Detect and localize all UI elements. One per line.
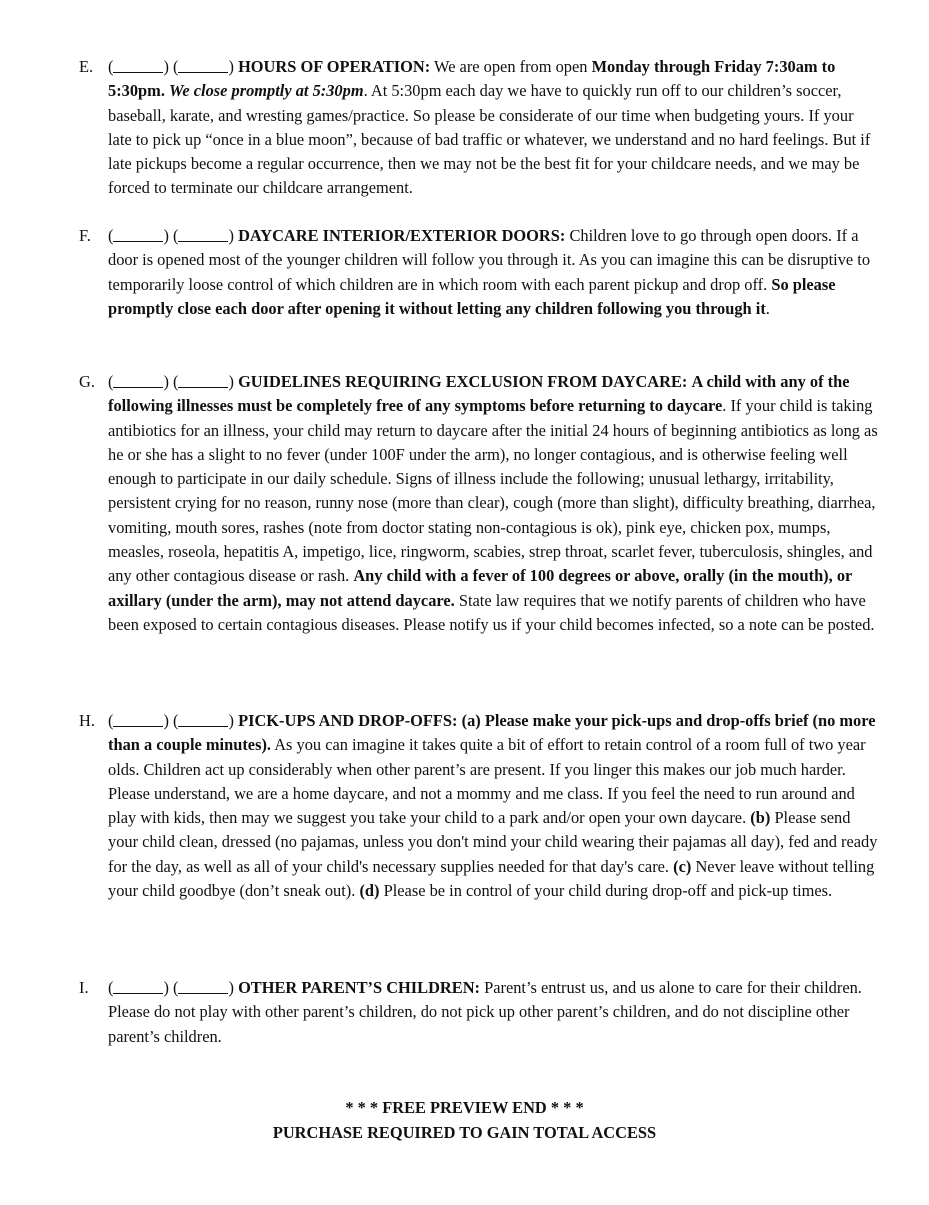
section-letter: G. [79, 372, 95, 391]
section-body: ( ) ( ) OTHER PARENT’S CHILDREN: Parent’s entrust us, and us alone to care for their children. Please do not play with other parent’s children, do not pick up other parent’s children, and do not discipline other parent’s children. [108, 978, 862, 1046]
section-heading: PICK-UPS AND DROP-OFFS: [238, 711, 458, 730]
preview-footer [0, 1096, 929, 1145]
section-letter: H. [79, 711, 95, 730]
section-heading: DAYCARE INTERIOR/EXTERIOR DOORS: [238, 226, 566, 245]
preview-end-line: * * * FREE PREVIEW END * * * [345, 1098, 584, 1117]
section-i [79, 976, 879, 1049]
initial-blank-1[interactable] [113, 978, 163, 994]
section-letter: E. [79, 57, 94, 76]
section-h [79, 709, 879, 903]
initial-blank-2[interactable] [178, 57, 228, 73]
initial-blank-2[interactable] [178, 978, 228, 994]
section-g [79, 370, 879, 637]
initial-blank-2[interactable] [178, 711, 228, 727]
initial-blank-1[interactable] [113, 226, 163, 242]
initial-blank-1[interactable] [113, 57, 163, 73]
section-e [79, 55, 879, 201]
section-letter: F. [79, 226, 91, 245]
section-heading: OTHER PARENT’S CHILDREN: [238, 978, 480, 997]
section-heading: HOURS OF OPERATION: [238, 57, 431, 76]
section-body: ( ) ( ) DAYCARE INTERIOR/EXTERIOR DOORS: Children love to go through open doors. If a door is opened most of the younger children will follow you through it. As you can imagine this can be disruptive to temporarily loose control of which children are in which room with each parent pickup and drop off. So please promptly close each door after opening it without letting any children following you through it. [108, 226, 871, 318]
initial-blank-1[interactable] [113, 711, 163, 727]
initial-blank-2[interactable] [178, 372, 228, 388]
initial-blank-1[interactable] [113, 372, 163, 388]
purchase-required-line: PURCHASE REQUIRED TO GAIN TOTAL ACCESS [272, 1122, 657, 1142]
initial-blank-2[interactable] [178, 226, 228, 242]
section-body: ( ) ( ) HOURS OF OPERATION: We are open from open Monday through Friday 7:30am to 5:30pm. We close promptly at 5:30pm. At 5:30pm each day we have to quickly run off to our children’s soccer, baseball, karate, and wresting games/practice. So please be considerate of our time when budgeting yours. If your late to pick up “once in a blue moon”, because of bad traffic or whatever, we understand and no hard feelings. But if late pickups become a regular occurrence, then we may not be the best fit for your childcare needs, and we may be forced to terminate our childcare arrangement. [108, 57, 871, 198]
section-heading: GUIDELINES REQUIRING EXCLUSION FROM DAYCARE: [238, 372, 688, 391]
section-body: ( ) ( ) GUIDELINES REQUIRING EXCLUSION FROM DAYCARE: A child with any of the following illnesses must be completely free of any symptoms before returning to daycare. If your child is taking antibiotics for an illness, your child may return to daycare after the initial 24 hours of beginning antibiotics as long as he or she has a slight to no fever (under 100F under the arm), no longer contagious, and is otherwise feeling well enough to participate in our daily schedule. Signs of illness include the following; unusual lethargy, irritability, persistent crying for no reason, runny nose (more than clear), cough (more than slight), difficulty breathing, diarrhea, vomiting, mouth sores, rashes (note from doctor stating non-contagious is ok), pink eye, chicken pox, mumps, measles, roseola, hepatitis A, impetigo, lice, ringworm, scabies, strep throat, scarlet fever, tuberculosis, shingles, and any other contagious disease or rash. Any child with a fever of 100 degrees or above, orally (in the mouth), or axillary (under the arm), may not attend daycare. State law requires that we notify parents of children who have been exposed to certain contagious diseases. Please notify us if your child becomes infected, so a note can be posted. [108, 372, 878, 634]
section-letter: I. [79, 978, 89, 997]
section-body: ( ) ( ) PICK-UPS AND DROP-OFFS: (a) Please make your pick-ups and drop-offs brief (no more than a couple minutes). As you can imagine it takes quite a bit of effort to retain control of a room full of two year olds. Children act up considerably when other parent’s are present. If you linger this makes our job much harder. Please understand, we are a home daycare, and not a mommy and me class. If you feel the need to run around and play with kids, then may we suggest you take your child to a park and/or open your own daycare. (b) Please send your child clean, dressed (no pajamas, unless you don't mind your child wearing their pajamas all day), fed and ready for the day, as well as all of your child's necessary supplies needed for that day's care. (c) Never leave without telling your child goodbye (don’t sneak out). (d) Please be in control of your child during drop-off and pick-up times. [108, 711, 878, 901]
section-f [79, 224, 879, 321]
